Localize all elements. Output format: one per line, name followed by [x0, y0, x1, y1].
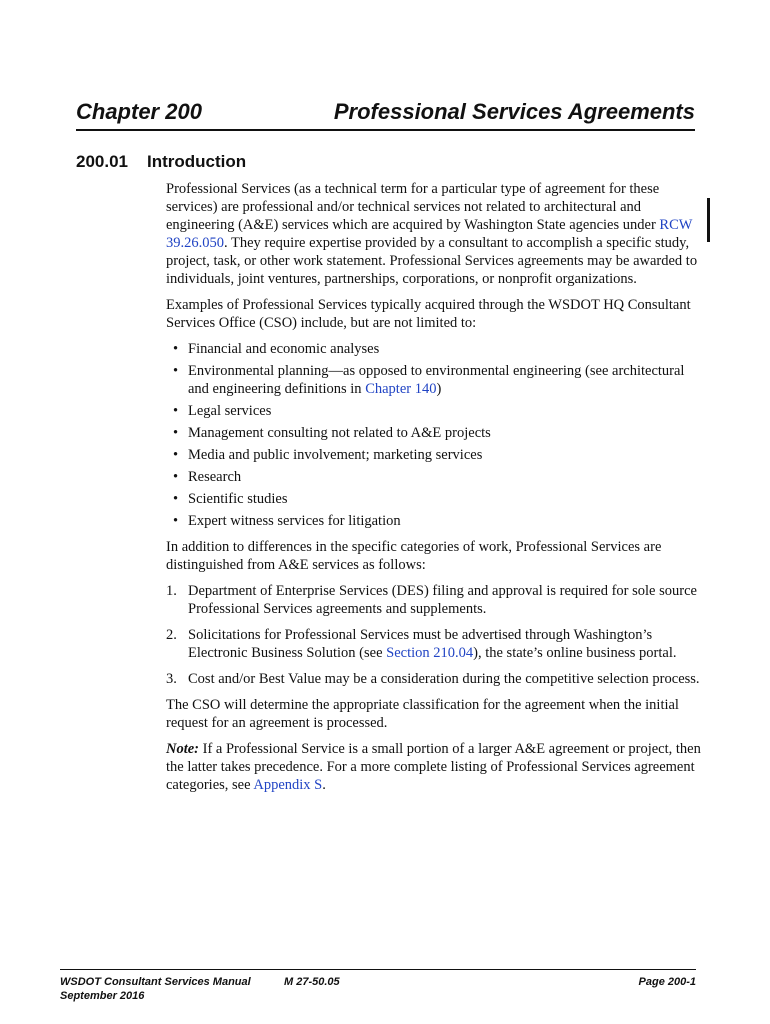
chapter-number: Chapter 200	[76, 99, 202, 124]
section-210-04-link[interactable]: Section 210.04	[386, 645, 474, 661]
revision-change-bar	[707, 198, 710, 242]
differences-paragraph: In addition to differences in the specific categories of work, Professional Services are distinguished from A&E services as follows:	[166, 539, 662, 573]
list-item-text: Expert witness services for litigation	[188, 513, 401, 529]
list-item-text: Research	[188, 469, 242, 485]
note-paragraph	[166, 740, 702, 794]
footer-publication: WSDOT Consultant Services Manual	[60, 976, 251, 988]
section-number: 200.01	[76, 152, 128, 171]
list-item	[166, 402, 702, 420]
footer-page-number: Page 200-1	[638, 976, 696, 988]
list-item-text: Environmental planning—as opposed to environmental engineering (see architectural and engineering definitions in	[188, 363, 685, 397]
list-item	[166, 490, 702, 508]
bullet-icon: •	[173, 469, 179, 485]
item-number: 2.	[166, 627, 177, 643]
numbered-item-text-end: ), the state’s online business portal.	[473, 645, 677, 661]
bullet-icon: •	[173, 403, 179, 419]
list-item-text: Media and public involvement; marketing services	[188, 447, 483, 463]
list-item	[166, 424, 702, 442]
note-text: If a Professional Service is a small portion of a larger A&E agreement or project, then the latter takes precedence. For a more complete listing of Professional Services agreement categories, see	[166, 741, 701, 793]
list-item-text-end: )	[436, 381, 442, 397]
item-number: 1.	[166, 583, 177, 599]
bullet-icon: •	[173, 425, 179, 441]
bullet-icon: •	[173, 341, 179, 357]
chapter-header	[76, 97, 695, 131]
footer-manual-number: M 27-50.05	[284, 976, 340, 988]
examples-list	[166, 340, 702, 530]
differences-list	[166, 582, 702, 688]
section-heading	[76, 150, 246, 174]
intro-text-continued: . They require expertise provided by a consultant to accomplish a specific study, project, task, or other work statement. Professional Services agreements may be awarded to individuals, joint ventures, partnerships, corporations, or nonprofit organizations.	[166, 235, 698, 287]
rcw-link[interactable]: RCW 39.26.050	[166, 217, 693, 251]
list-item	[166, 340, 702, 358]
chapter-title: Professional Services Agreements	[333, 99, 695, 124]
bullet-icon: •	[173, 363, 179, 379]
note-text-end: .	[322, 777, 326, 793]
footer-date: September 2016	[60, 990, 145, 1002]
list-item	[166, 446, 702, 464]
chapter-140-link[interactable]: Chapter 140	[365, 381, 437, 397]
bullet-icon: •	[173, 447, 179, 463]
list-item	[166, 468, 702, 486]
list-item-text: Financial and economic analyses	[188, 341, 380, 357]
numbered-item-text: Department of Enterprise Services (DES) filing and approval is required for sole source Professional Services agreements and supplements.	[188, 583, 697, 617]
examples-paragraph: Examples of Professional Services typically acquired through the WSDOT HQ Consultant Services Office (CSO) include, but are not limited to:	[166, 297, 691, 331]
list-item	[166, 512, 702, 530]
intro-text: Professional Services (as a technical term for a particular type of agreement for these services) are professional and/or technical services not related to architectural and engineering (A&E) services which are acquired by Washington State agencies under	[166, 181, 660, 233]
bullet-icon: •	[173, 491, 179, 507]
bullet-icon: •	[173, 513, 179, 529]
list-item	[166, 362, 702, 398]
numbered-item	[166, 582, 702, 618]
intro-paragraph	[166, 180, 702, 288]
numbered-item-text: Solicitations for Professional Services must be advertised through Washington’s Electronic Business Solution (see	[188, 627, 653, 661]
cso-paragraph: The CSO will determine the appropriate classification for the agreement when the initial request for an agreement is processed.	[166, 697, 679, 731]
list-item-text: Legal services	[188, 403, 272, 419]
list-item-text: Management consulting not related to A&E projects	[188, 425, 491, 441]
section-body	[166, 180, 702, 802]
numbered-item	[166, 626, 702, 662]
numbered-item	[166, 670, 702, 688]
numbered-item-text: Cost and/or Best Value may be a consideration during the competitive selection process.	[188, 671, 700, 687]
section-title: Introduction	[147, 152, 247, 171]
note-label: Note:	[166, 741, 200, 757]
page-footer	[60, 969, 696, 1003]
item-number: 3.	[166, 671, 177, 687]
appendix-s-link[interactable]: Appendix S	[253, 777, 323, 793]
list-item-text: Scientific studies	[188, 491, 288, 507]
